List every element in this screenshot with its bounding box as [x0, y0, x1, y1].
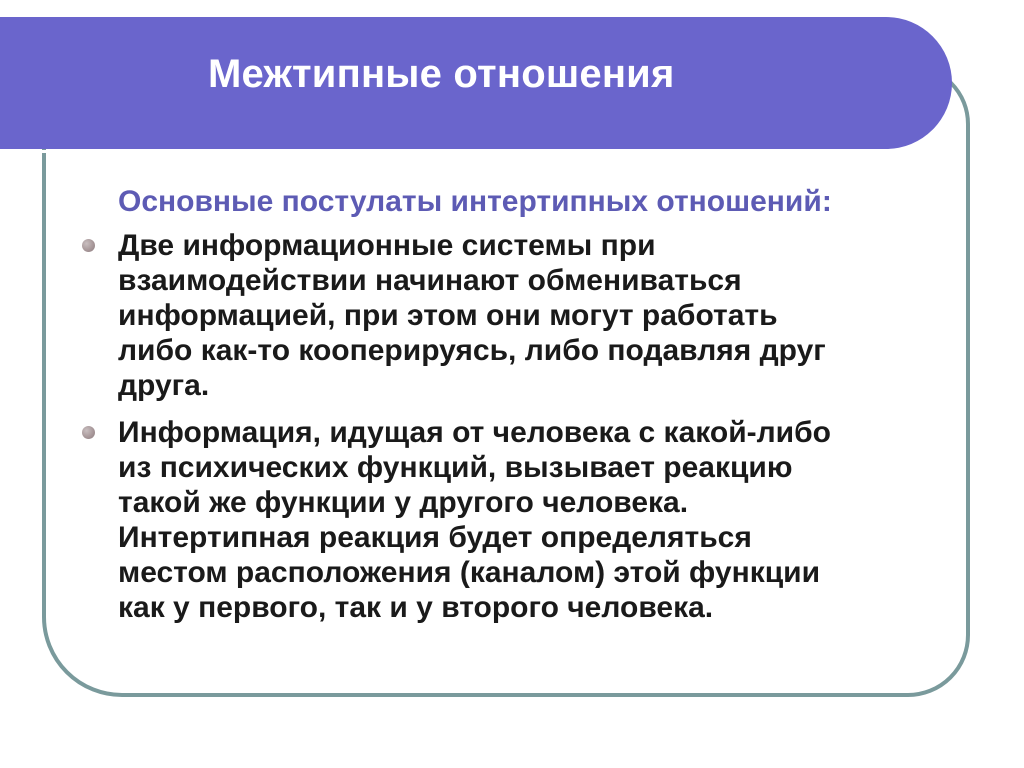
bullet-item [78, 415, 958, 625]
bullet-text: Информация, идущая от человека с какой-либо из психических функций, вызывает реакцию такой же функции у другого человека. Интертипная реакция будет определяться местом расположения (каналом) этой функции как у первого, так и у второго человека. [118, 416, 831, 624]
title-underline [0, 150, 905, 153]
bullet-item [78, 228, 958, 403]
round-bullet-icon [82, 426, 95, 439]
slide-title: Межтипные отношения [208, 52, 675, 96]
slide-content [78, 182, 958, 637]
round-bullet-icon [82, 239, 95, 252]
bullet-text: Две информационные системы при взаимодействии начинают обмениваться информацией, при этом они могут работать либо как-то кооперируясь, либо подавляя друг друга. [118, 229, 826, 402]
slide-subtitle: Основные постулаты интертипных отношений: [118, 185, 832, 218]
